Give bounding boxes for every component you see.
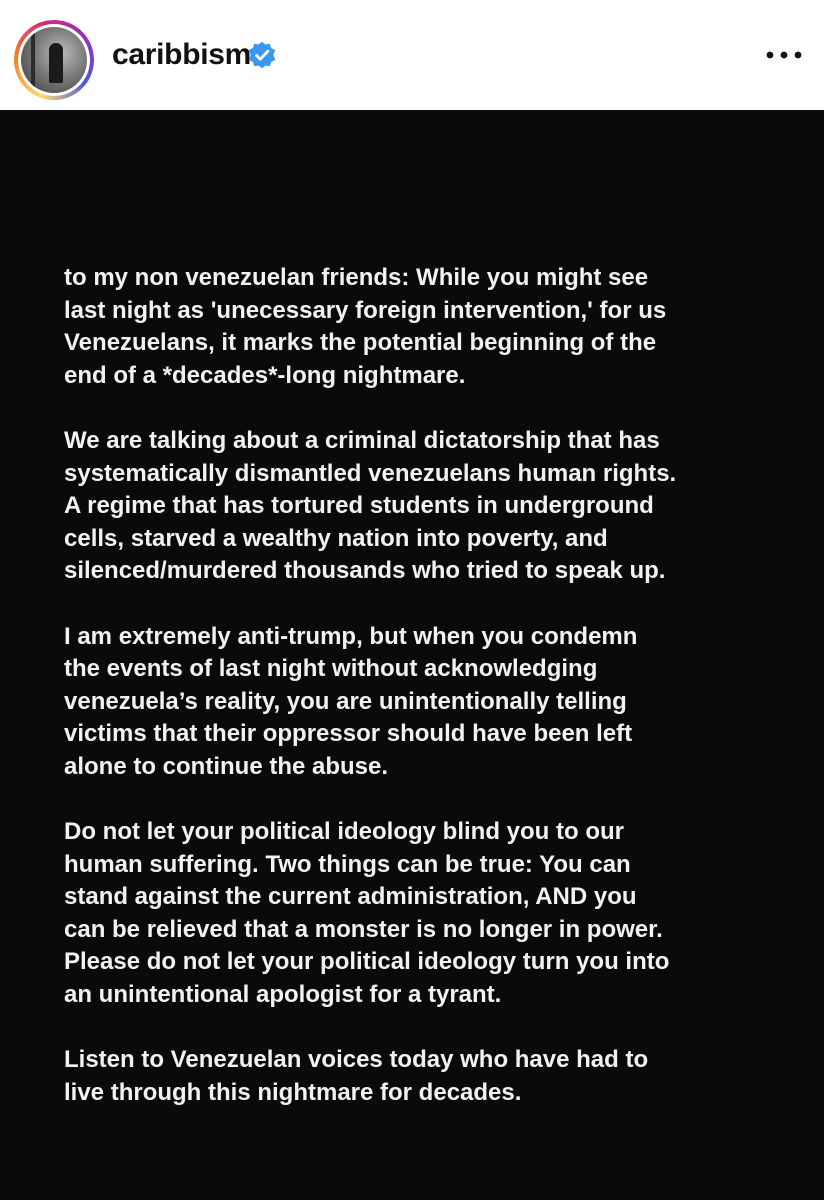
post-text-line: A regime that has tortured students in underground — [64, 492, 654, 520]
post-text-line: the events of last night without acknowledging — [64, 655, 598, 683]
post-text-line: an unintentional apologist for a tyrant. — [64, 981, 502, 1009]
post-text-line: human suffering. Two things can be true: You can — [64, 850, 631, 878]
post-text-line: stand against the current administration, AND you — [64, 883, 637, 911]
post-text — [64, 262, 784, 1109]
post-text-line: I am extremely anti-trump, but when you condemn — [64, 622, 638, 650]
post-text-line: cells, starved a wealthy nation into poverty, and — [64, 524, 608, 552]
post-text-line: end of a *decades*-long nightmare. — [64, 361, 466, 389]
post-text-line: victims that their oppressor should have been left — [64, 720, 633, 748]
post-text-line: live through this nightmare for decades. — [64, 1078, 522, 1106]
post-text-line: Do not let your political ideology blind you to our — [64, 818, 624, 846]
post-text-line: Listen to Venezuelan voices today who have had to — [64, 1046, 649, 1074]
post-text-line: to my non venezuelan friends: While you might see — [64, 264, 649, 291]
post-text-line: can be relieved that a monster is no longer in power. — [64, 915, 663, 943]
avatar-figure-shape — [49, 43, 63, 83]
paragraph-gap — [64, 784, 784, 817]
paragraph-gap — [64, 588, 784, 621]
avatar[interactable] — [14, 20, 94, 100]
post-image — [0, 110, 824, 1200]
username-link[interactable]: caribbism — [112, 38, 252, 71]
more-options-icon[interactable] — [764, 45, 804, 65]
post-header — [0, 0, 824, 110]
avatar-photo — [21, 27, 87, 93]
verified-badge-icon — [248, 41, 276, 69]
avatar-pole-shape — [31, 27, 35, 93]
post-text-line: Venezuelans, it marks the potential beginning of the — [64, 329, 657, 357]
post-text-line: silenced/murdered thousands who tried to speak up. — [64, 557, 666, 585]
post-text-line: venezuela’s reality, you are unintentionally telling — [64, 687, 627, 715]
paragraph-gap — [64, 392, 784, 425]
paragraph-gap — [64, 1012, 784, 1045]
post-text-line: systematically dismantled venezuelans human rights. — [64, 459, 677, 487]
post-text-line: Please do not let your political ideology turn you into — [64, 948, 670, 976]
post-text-line: We are talking about a criminal dictatorship that has — [64, 426, 660, 454]
post-text-line: last night as 'unecessary foreign intervention,' for us — [64, 296, 667, 324]
post-text-line: alone to continue the abuse. — [64, 752, 389, 780]
